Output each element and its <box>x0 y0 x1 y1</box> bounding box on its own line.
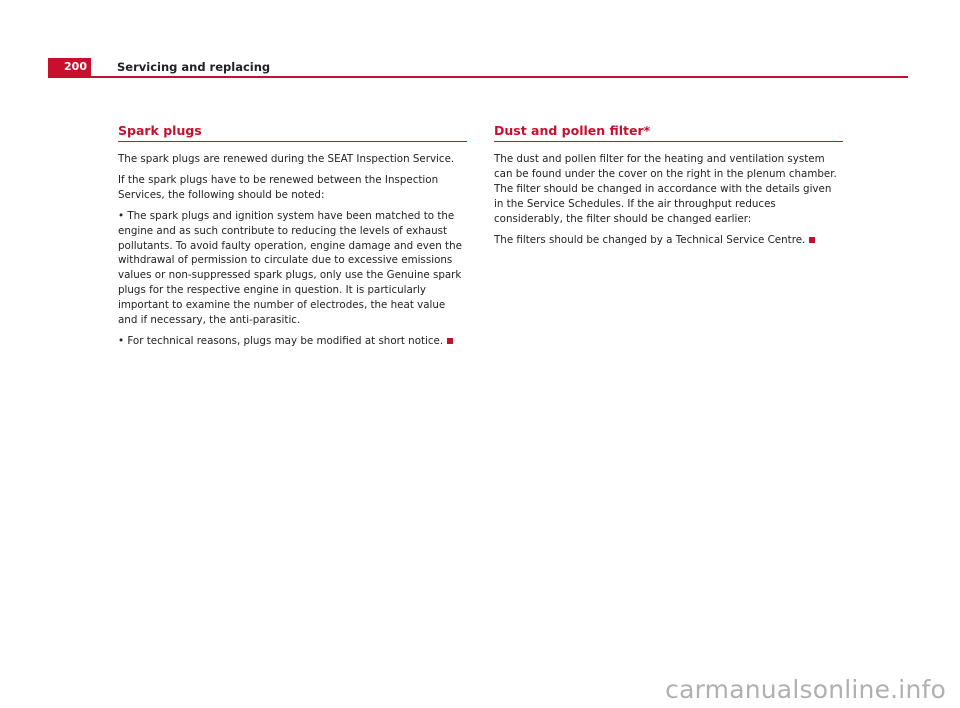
dust-filter-paragraph-1: The dust and pollen filter for the heating and ventilation system can be found under the cover on the right in the plenum chamber. The filter should be changed in accordance with the details given in the Service Schedules. If the air throughput reduces considerably, the filter should be changed earlier: <box>494 153 837 225</box>
spark-plugs-paragraph-3: • The spark plugs and ignition system have been matched to the engine and as such contribute to reducing the levels of exhaust pollutants. To avoid faulty operation, engine damage and even the withdrawal of permission to circulate due to excessive emissions values or non-suppressed spark plugs, only use the Genuine spark plugs for the respective engine in question. It is particularly important to examine the number of electrodes, the heat value and if necessary, the anti-parasitic. <box>118 209 462 327</box>
section-end-marker-icon <box>447 338 453 344</box>
dust-filter-paragraph-2 <box>494 233 843 248</box>
spark-plugs-paragraph-2: If the spark plugs have to be renewed between the Inspection Services, the following should be noted: <box>118 173 439 201</box>
dust-filter-heading: Dust and pollen filter* <box>494 122 843 142</box>
page-header <box>48 58 908 78</box>
spark-plugs-paragraph-1: The spark plugs are renewed during the SEAT Inspection Service. <box>118 153 455 165</box>
header-divider <box>48 76 908 78</box>
section-end-marker-icon <box>809 237 815 243</box>
page-number: 200 <box>48 58 91 76</box>
spark-plugs-heading: Spark plugs <box>118 122 467 142</box>
dust-filter-paragraph-2-text: The filters should be changed by a Technical Service Centre. <box>494 233 806 246</box>
dust-filter-section <box>494 122 843 253</box>
watermark: carmanualsonline.info <box>665 675 946 704</box>
section-title: Servicing and replacing <box>117 60 271 74</box>
spark-plugs-paragraph-4-text: • For technical reasons, plugs may be modified at short notice. <box>118 334 444 347</box>
spark-plugs-paragraph-4 <box>118 334 467 349</box>
spark-plugs-section <box>118 122 467 355</box>
